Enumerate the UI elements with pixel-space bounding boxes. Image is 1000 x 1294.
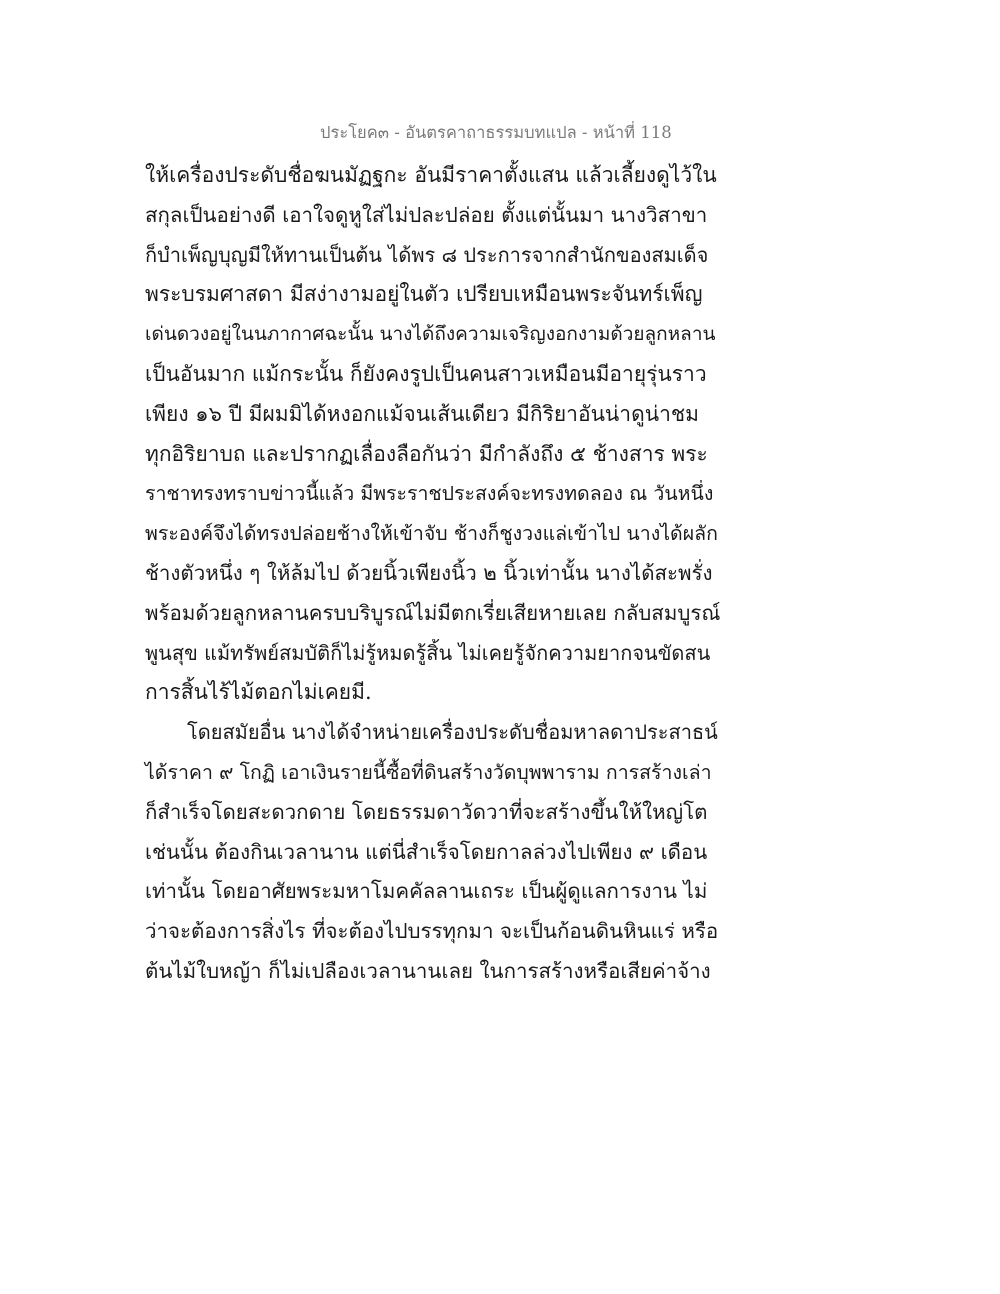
paragraph-first-line: โดยสมัยอื่น นางได้จำหน่ายเครื่องประดับชื่อมหาลดาประสาธน์ (187, 720, 718, 745)
text-line: ให้เครื่องประดับชื่อฆนมัฏฐกะ อันมีราคาตั้งแสน แล้วเลี้ยงดูไว้ใน (145, 163, 717, 187)
text-line: ได้ราคา ๙ โกฏิ เอาเงินรายนี้ซื้อที่ดินสร้างวัดบุพพาราม การสร้างเล่า (145, 760, 712, 784)
text-line: สกุลเป็นอย่างดี เอาใจดูหูใส่ไม่ปละปล่อย ตั้งแต่นั้นมา นางวิสาขา (145, 202, 708, 227)
text-line: ก็บำเพ็ญบุญมีให้ทานเป็นต้น ได้พร ๘ ประการจากสำนักของสมเด็จ (145, 242, 709, 267)
text-line: เป็นอันมาก แม้กระนั้น ก็ยังคงรูปเป็นคนสาวเหมือนมีอายุรุ่นราว (145, 361, 707, 386)
text-line: ต้นไม้ใบหญ้า ก็ไม่เปลืองเวลานานเลย ในการสร้างหรือเสียค่าจ้าง (145, 958, 711, 983)
text-line: พระบรมศาสดา มีสง่างามอยู่ในตัว เปรียบเหมือนพระจันทร์เพ็ญ (145, 282, 703, 307)
text-line: เพียง ๑๖ ปี มีผมมิได้หงอกแม้จนเส้นเดียว มีกิริยาอันน่าดูน่าชม (145, 401, 699, 426)
text-line: พระองค์จึงได้ทรงปล่อยช้างให้เข้าจับ ช้างก็ชูงวงแล่เข้าไป นางได้ผลัก (145, 522, 718, 546)
running-header: ประโยค๓ - อันตรคาถาธรรมบทแปล - หน้าที่ 118 (320, 123, 672, 142)
text-line: เด่นดวงอยู่ในนภากาศฉะนั้น นางได้ถึงความเจริญงอกงามด้วยลูกหลาน (145, 323, 716, 346)
body-text (145, 156, 721, 992)
text-line: พูนสุข แม้ทรัพย์สมบัติก็ไม่รู้หมดรู้สิ้น ไม่เคยรู้จักความยากจนขัดสน (145, 640, 711, 665)
text-line: การสิ้นไร้ไม้ตอกไม่เคยมี. (145, 680, 372, 705)
text-line: ทุกอิริยาบถ และปรากฏเลื่องลือกันว่า มีกำลังถึง ๕ ช้างสาร พระ (145, 441, 708, 466)
text-line: พร้อมด้วยลูกหลานครบบริบูรณ์ไม่มีตกเรี่ยเสียหายเลย กลับสมบูรณ์ (145, 600, 721, 625)
text-line: ว่าจะต้องการสิ่งไร ที่จะต้องไปบรรทุกมา จะเป็นก้อนดินหินแร่ หรือ (145, 919, 719, 944)
text-line: เท่านั้น โดยอาศัยพระมหาโมคคัลลานเถระ เป็นผู้ดูแลการงาน ไม่ (145, 879, 708, 904)
text-line: ช้างตัวหนึ่ง ๆ ให้ล้มไป ด้วยนิ้วเพียงนิ้ว ๒ นิ้วเท่านั้น นางได้สะพรั่ง (145, 560, 713, 585)
text-line: ราชาทรงทราบข่าวนี้แล้ว มีพระราชประสงค์จะทรงทดลอง ณ วันหนึ่ง (145, 482, 714, 506)
text-line: ก็สำเร็จโดยสะดวกดาย โดยธรรมดาวัดวาที่จะสร้างขึ้นให้ใหญ่โต (145, 799, 708, 824)
text-line: เช่นนั้น ต้องกินเวลานาน แต่นี่สำเร็จโดยกาลล่วงไปเพียง ๙ เดือน (145, 839, 708, 864)
